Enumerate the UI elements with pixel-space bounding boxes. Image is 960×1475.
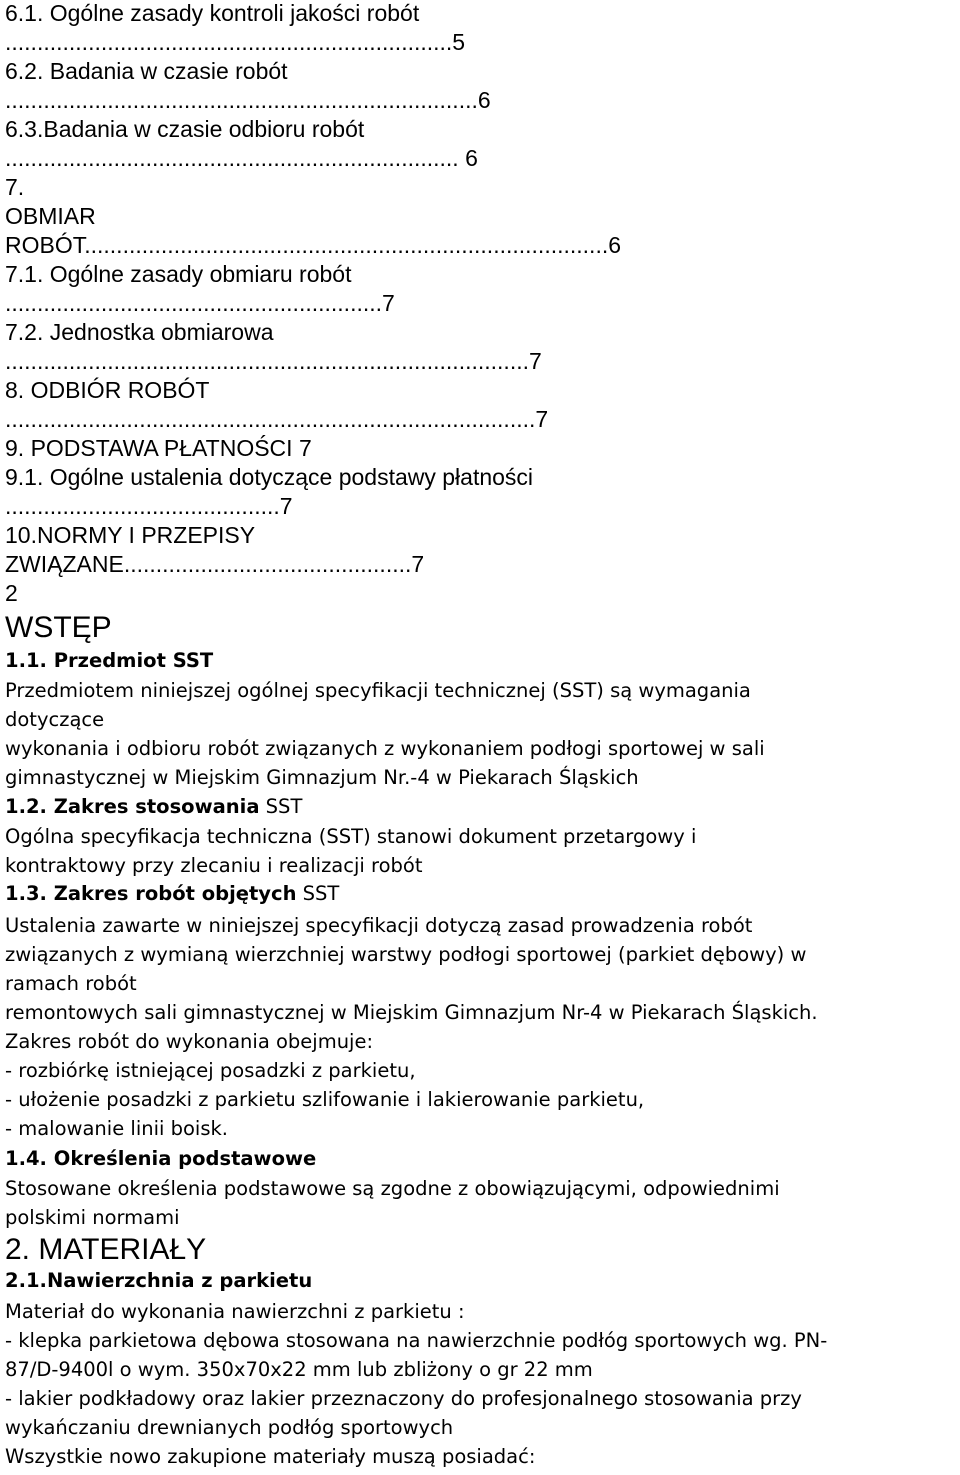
toc-line: 9.1. Ogólne ustalenia dotyczące podstawy płatności: [5, 464, 534, 490]
toc-line: ZWIĄZANE.............................................7: [5, 551, 425, 577]
list-item: - ułożenie posadzki z parkietu szlifowanie i lakierowanie parkietu,: [5, 1088, 645, 1111]
heading-1-3: [5, 879, 339, 908]
paragraph-line: polskimi normami: [5, 1206, 180, 1229]
toc-line: 6.3.Badania w czasie odbioru robót: [5, 116, 365, 142]
toc-line: 7.1. Ogólne zasady obmiaru robót: [5, 261, 352, 287]
paragraph-line: związanych z wymianą wierzchniej warstwy podłogi sportowej (parkiet dębowy) w: [5, 943, 807, 966]
toc-line: ...........................................7: [5, 493, 293, 519]
list-item: - lakier podkładowy oraz lakier przeznaczony do profesjonalnego stosowania przy: [5, 1387, 802, 1410]
toc-line: 8. ODBIÓR ROBÓT: [5, 377, 210, 403]
toc-line: ....................................................................... 6: [5, 145, 478, 171]
heading-1-4: 1.4. Określenia podstawowe: [5, 1147, 317, 1170]
paragraph-line: ramach robót: [5, 972, 137, 995]
heading-2-1: 2.1.Nawierzchnia z parkietu: [5, 1269, 313, 1292]
paragraph-line: wykańczaniu drewnianych podłóg sportowych: [5, 1416, 454, 1439]
paragraph-line: Ogólna specyfikacja techniczna (SST) stanowi dokument przetargowy i: [5, 825, 697, 848]
section-title-wstep: WSTĘP: [5, 611, 112, 644]
paragraph-line: 87/D-9400l o wym. 350x70x22 mm lub zbliżony o gr 22 mm: [5, 1358, 593, 1381]
toc-line: 7.: [5, 174, 25, 200]
heading-1-3-bold: 1.3. Zakres robót objętych: [5, 882, 297, 905]
paragraph-line: Wszystkie nowo zakupione materiały muszą posiadać:: [5, 1445, 536, 1468]
list-item: - klepka parkietowa dębowa stosowana na nawierzchnie podłóg sportowych wg. PN-: [5, 1329, 828, 1352]
heading-1-2-bold: 1.2. Zakres stosowania: [5, 795, 260, 818]
heading-1-2: [5, 792, 302, 821]
list-item: - rozbiórkę istniejącej posadzki z parkietu,: [5, 1059, 416, 1082]
heading-1-1: 1.1. Przedmiot SST: [5, 649, 214, 672]
toc-line: 7.2. Jednostka obmiarowa: [5, 319, 274, 345]
paragraph-line: dotyczące: [5, 708, 105, 731]
paragraph-line: remontowych sali gimnastycznej w Miejskim Gimnazjum Nr-4 w Piekarach Śląskich.: [5, 1001, 818, 1024]
paragraph-line: Ustalenia zawarte w niniejszej specyfikacji dotyczą zasad prowadzenia robót: [5, 914, 753, 937]
paragraph-line: Zakres robót do wykonania obejmuje:: [5, 1030, 374, 1053]
toc-line: 9. PODSTAWA PŁATNOŚCI 7: [5, 435, 312, 461]
paragraph-line: Przedmiotem niniejszej ogólnej specyfikacji technicznej (SST) są wymagania: [5, 679, 751, 702]
toc-line: ...................................................................................7: [5, 406, 549, 432]
heading-1-2-suffix: SST: [259, 795, 303, 818]
toc-line: ..................................................................................7: [5, 348, 542, 374]
toc-line: ..........................................................................6: [5, 87, 491, 113]
toc-line: ...........................................................7: [5, 290, 395, 316]
paragraph-line: Materiał do wykonania nawierzchni z parkietu :: [5, 1300, 465, 1323]
section-title-materialy: 2. MATERIAŁY: [5, 1233, 207, 1266]
toc-line: ......................................................................5: [5, 29, 466, 55]
toc-line: 2: [5, 580, 18, 606]
paragraph-line: wykonania i odbioru robót związanych z wykonaniem podłogi sportowej w sali: [5, 737, 765, 760]
paragraph-line: gimnastycznej w Miejskim Gimnazjum Nr.-4 w Piekarach Śląskich: [5, 766, 639, 789]
heading-1-3-suffix: SST: [296, 882, 340, 905]
toc-line: OBMIAR: [5, 203, 96, 229]
list-item: - malowanie linii boisk.: [5, 1117, 229, 1140]
toc-line: 10.NORMY I PRZEPISY: [5, 522, 256, 548]
paragraph-line: Stosowane określenia podstawowe są zgodne z obowiązującymi, odpowiednimi: [5, 1177, 780, 1200]
toc-line: ROBÓT..................................................................................6: [5, 232, 622, 258]
toc-line: 6.2. Badania w czasie robót: [5, 58, 288, 84]
paragraph-line: kontraktowy przy zlecaniu i realizacji robót: [5, 854, 423, 877]
toc-line: 6.1. Ogólne zasady kontroli jakości robót: [5, 0, 420, 26]
